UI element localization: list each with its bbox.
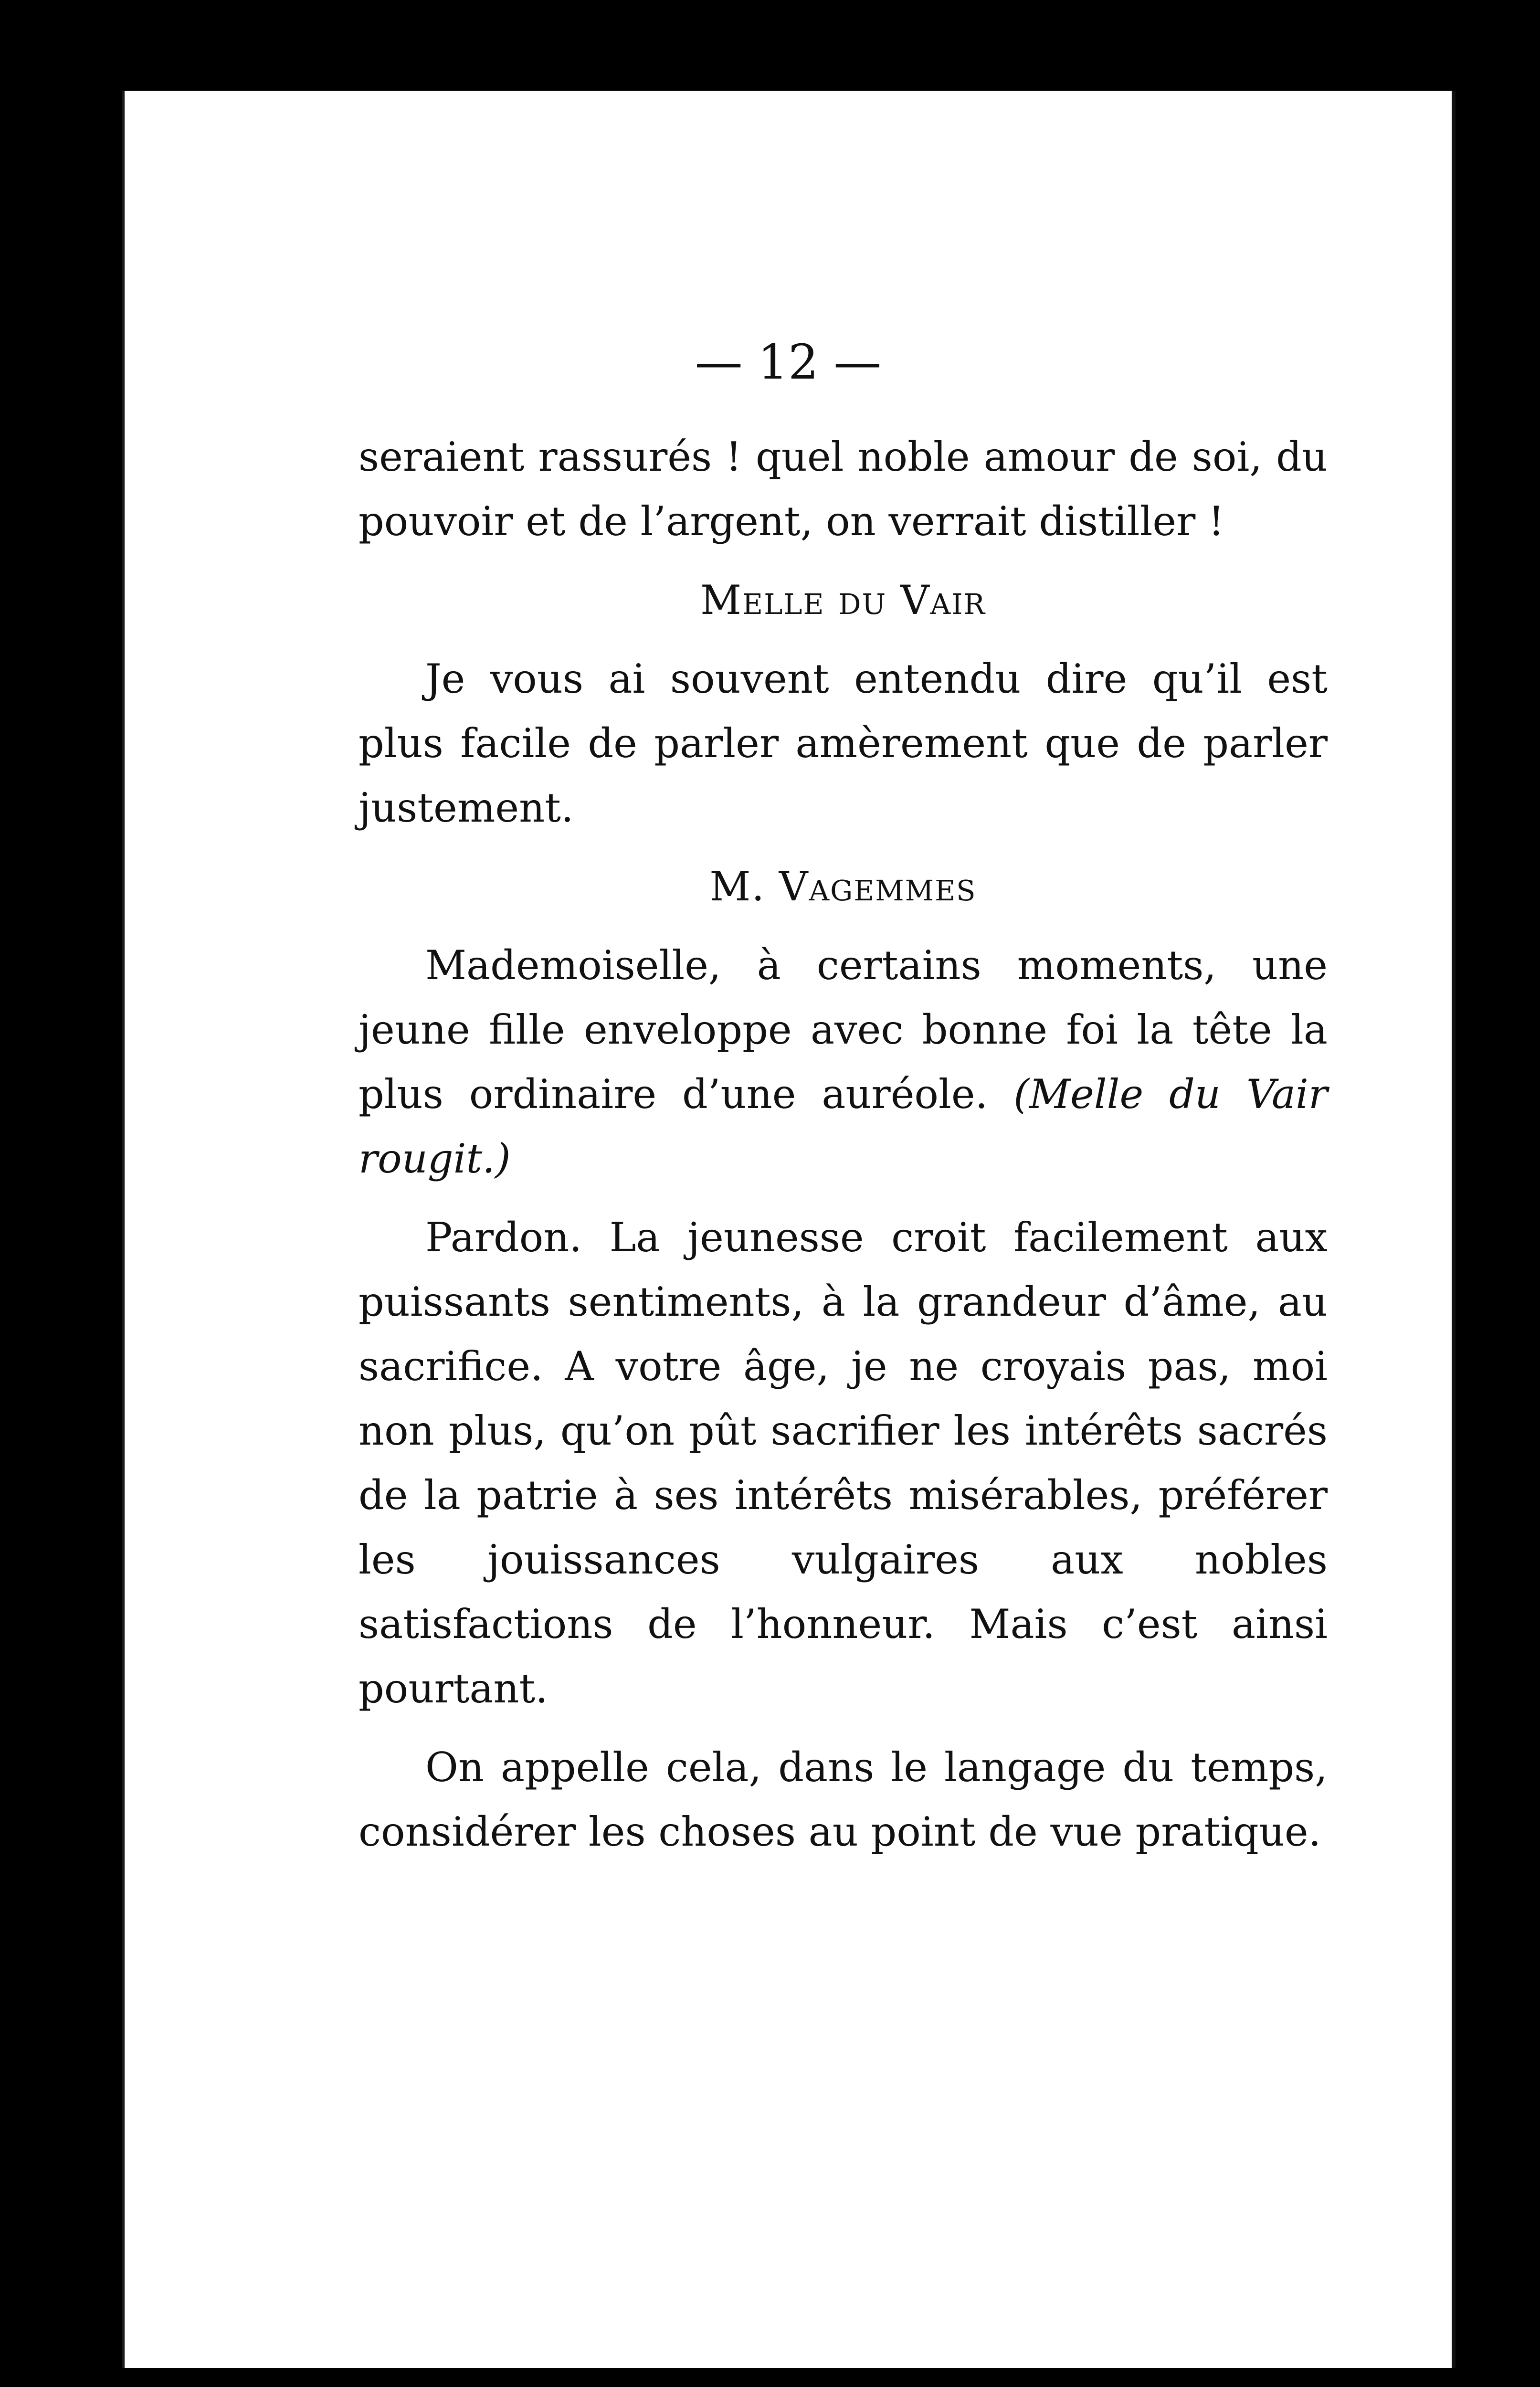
paragraph: [359, 933, 1328, 1191]
paragraph: Je vous ai souvent entendu dire qu’il est plus facile de parler amèrement que de parler justement.: [359, 655, 1328, 831]
paragraph: On appelle cela, dans le langage du temps, considérer les choses au point de vue pratique.: [359, 1744, 1328, 1855]
scan-edge-artifact: [841, 68, 1270, 87]
book-page: [122, 91, 1456, 2368]
paragraph-text: Mademoiselle, à certains moments, une jeune fille enveloppe avec bonne foi la tête la plus ordinaire d’une auréole.: [359, 942, 1328, 1118]
speaker-name: Melle du Vair: [700, 577, 986, 623]
speaker-name: M. Vagemmes: [709, 863, 977, 910]
paragraph: seraient rassurés ! quel noble amour de soi, du pouvoir et de l’argent, on verrait distiller !: [359, 433, 1328, 545]
page-text: [359, 425, 1328, 1864]
page-number: — 12 —: [695, 334, 882, 390]
stage-direction: (Melle du Vair rougit.): [359, 1071, 1328, 1182]
paragraph: Pardon. La jeunesse croit facilement aux puissants sentiments, à la grandeur d’âme, au sacrifice. A votre âge, je ne croyais pas, moi non plus, qu’on pût sacrifier les intérêts sacrés de la patrie à ses intérêts misérables, préférer les jouissances vulgaires aux nobles satisfactions de l’honneur. Mais c’est ainsi pourtant.: [359, 1214, 1328, 1712]
